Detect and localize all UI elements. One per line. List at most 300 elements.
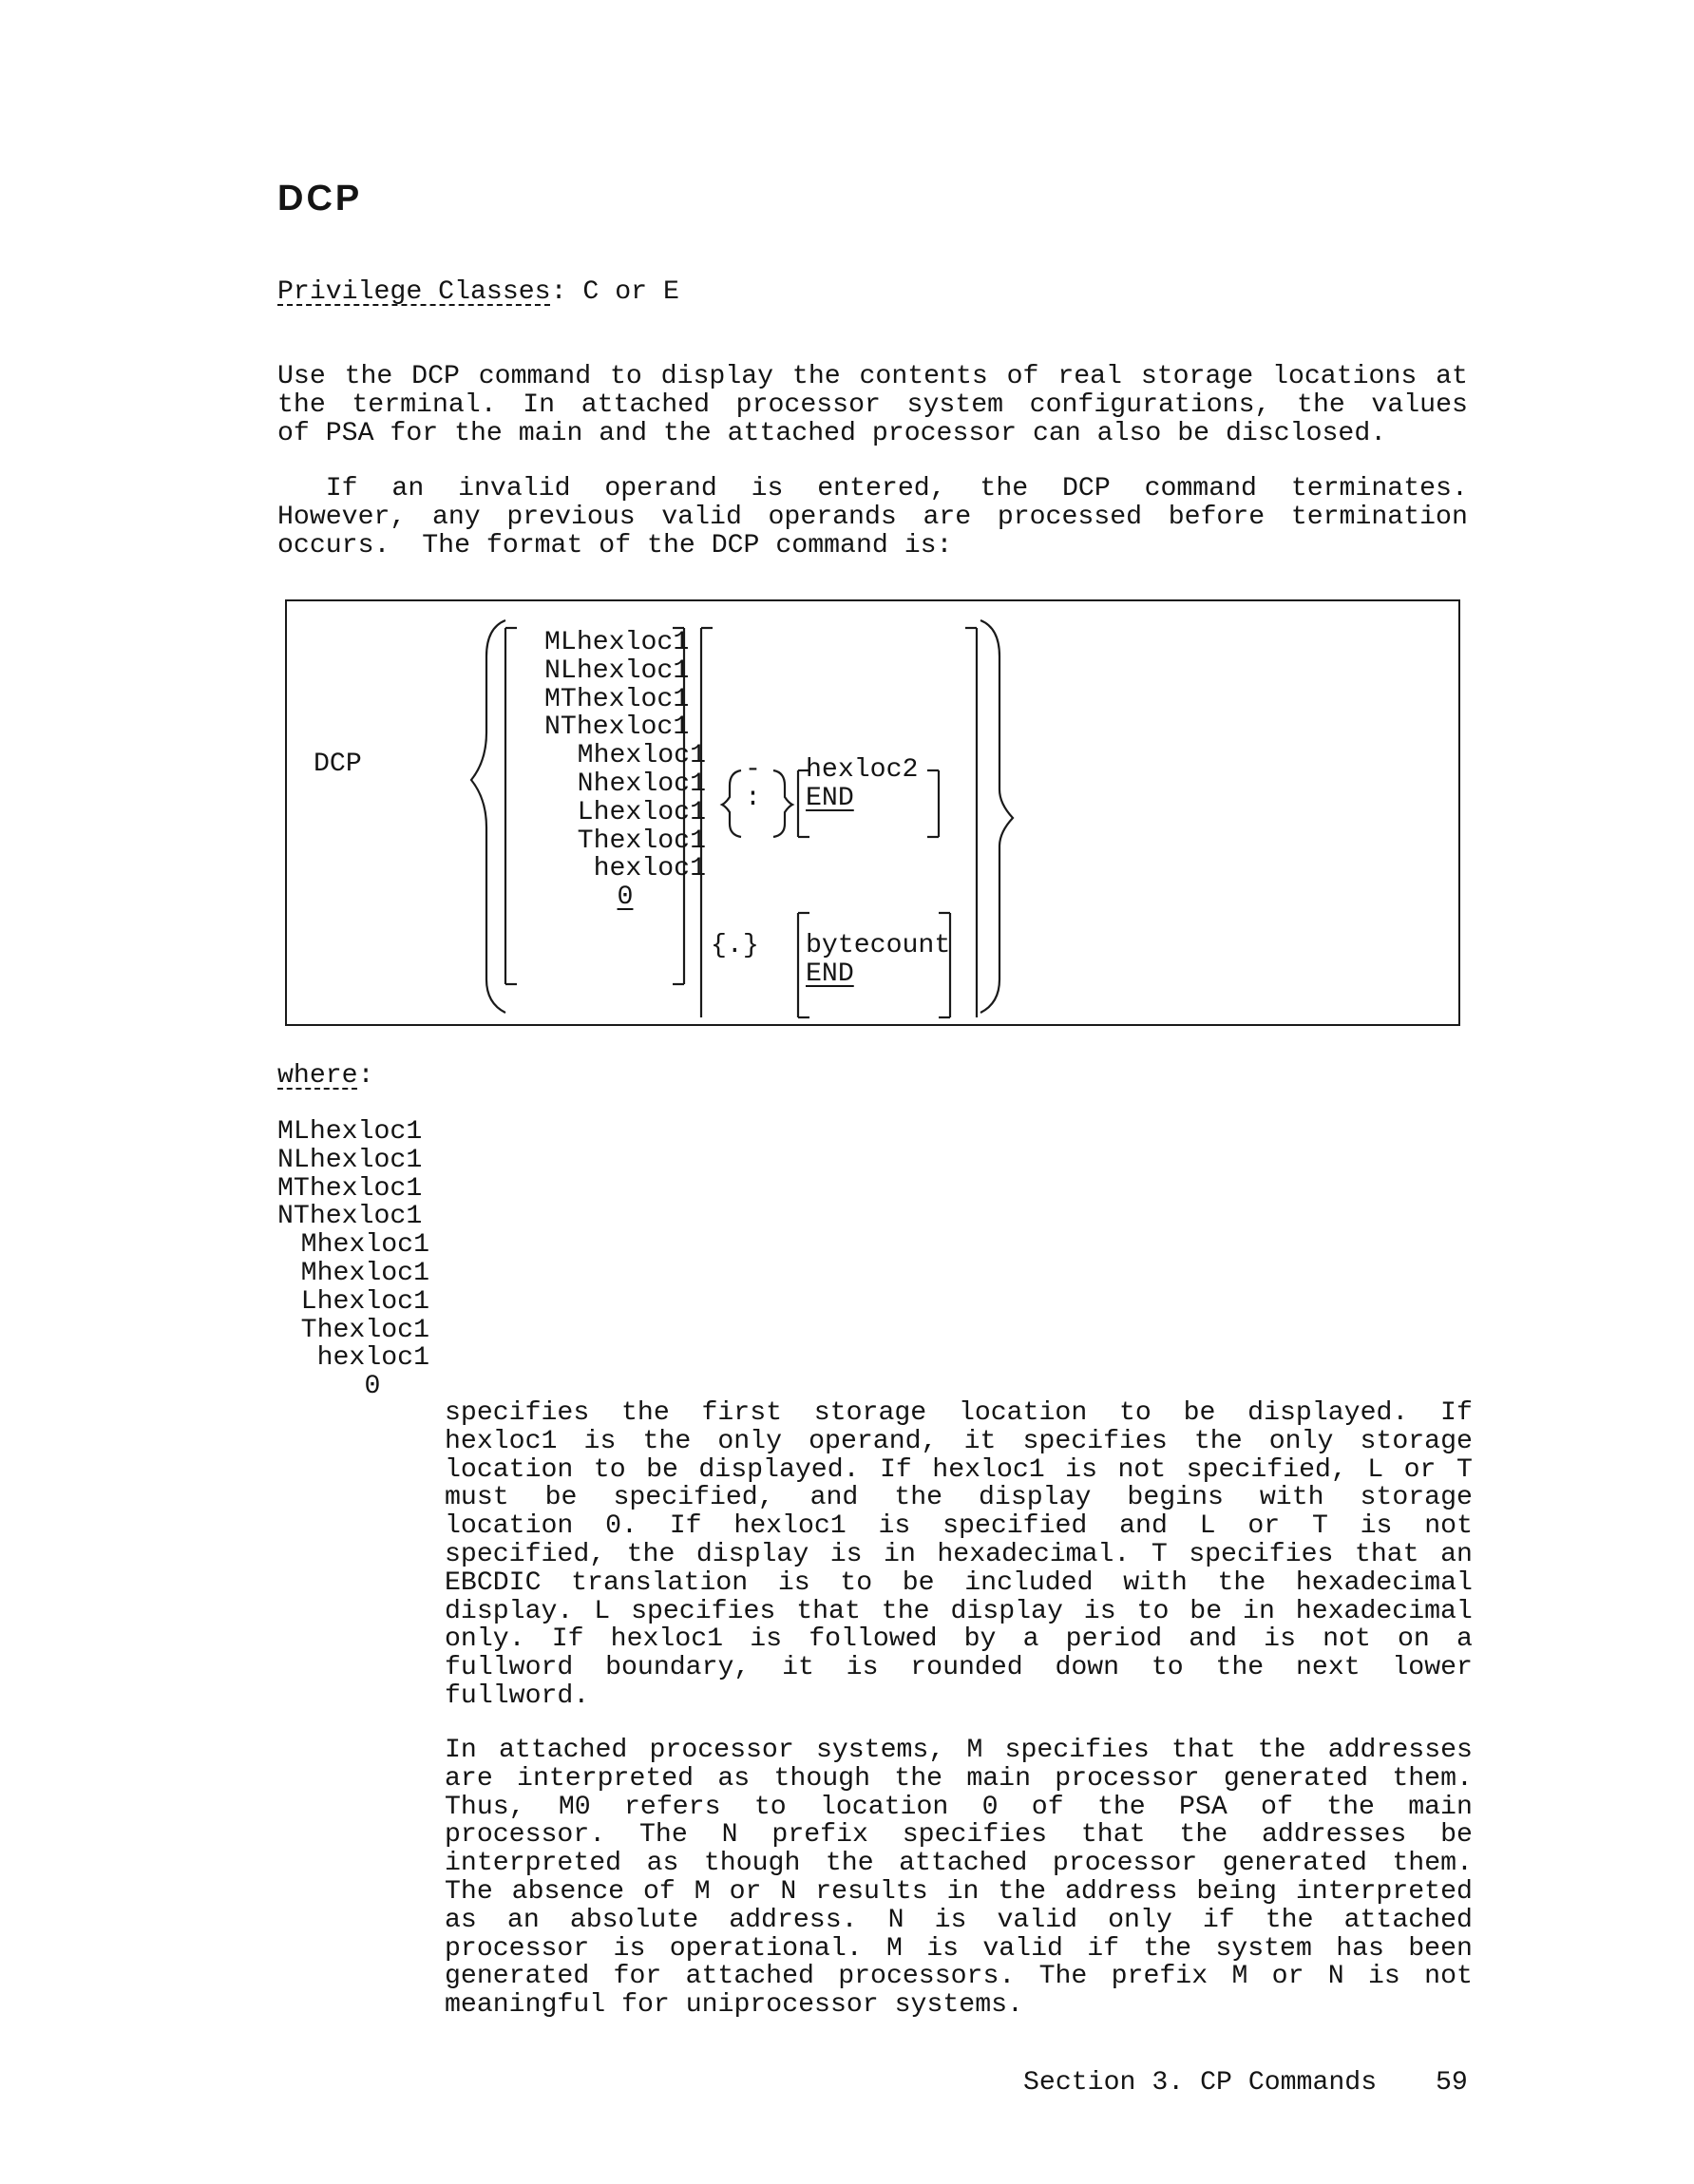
- operand-list-item: Thexloc1: [300, 1315, 429, 1345]
- word: specified,: [445, 1539, 606, 1569]
- word: M: [966, 1736, 983, 1765]
- word: display: [660, 362, 774, 391]
- word: as: [717, 1763, 751, 1794]
- word: period: [1065, 1624, 1163, 1655]
- where-label: where: [277, 1061, 358, 1091]
- word: and: [1119, 1511, 1168, 1542]
- word: displayed.: [1247, 1398, 1409, 1428]
- privilege-value: C or E: [582, 277, 679, 307]
- page-title: DCP: [277, 179, 363, 218]
- count-operand-end: END: [806, 959, 854, 989]
- word: location: [958, 1398, 1088, 1428]
- word: by: [963, 1624, 997, 1655]
- desc1-line: [445, 1569, 1473, 1598]
- first-location-description: [445, 1399, 1473, 1711]
- desc2-line: [445, 1737, 1473, 1765]
- word: systems,: [815, 1736, 945, 1765]
- word: the: [1096, 1792, 1146, 1822]
- word: hexloc1: [445, 1426, 558, 1456]
- word: is: [926, 1933, 960, 1964]
- word: processor: [1055, 1763, 1200, 1794]
- word: next: [1295, 1653, 1361, 1683]
- operand-list-item: NLhexloc1: [277, 1145, 423, 1175]
- intro-line: [277, 420, 1468, 448]
- word: contents: [859, 362, 988, 391]
- word: processor: [649, 1736, 794, 1765]
- word: to: [609, 362, 642, 391]
- word: or: [1403, 1454, 1437, 1485]
- word: address: [1065, 1876, 1178, 1907]
- first-operand-option: NLhexloc1: [544, 655, 690, 686]
- syntax-diagram-brackets: [285, 599, 1463, 1027]
- first-operand-option: Nhexloc1: [577, 769, 706, 799]
- word: processor: [445, 1933, 590, 1964]
- word: generated: [1222, 1849, 1367, 1879]
- desc1-line: [445, 1399, 1473, 1428]
- syntax-command-name: DCP: [314, 750, 362, 779]
- word: If: [879, 1454, 912, 1485]
- desc2-line: [445, 1821, 1473, 1850]
- word: that: [1171, 1736, 1236, 1765]
- desc2-line: [445, 1907, 1473, 1935]
- range-operand-hexloc2: hexloc2: [806, 755, 919, 785]
- footer-section: Section 3. CP Commands: [1023, 2068, 1378, 2098]
- operand-list-item: MThexloc1: [277, 1173, 423, 1204]
- word: not: [1117, 1454, 1167, 1485]
- first-operand-option: 0: [617, 883, 634, 913]
- word: location: [445, 1511, 574, 1542]
- word: if: [1087, 1933, 1120, 1964]
- word: display: [979, 1483, 1092, 1513]
- word: addresses: [1262, 1820, 1407, 1851]
- word: The: [639, 1820, 688, 1851]
- word: is: [878, 1511, 911, 1542]
- desc1-line: [445, 1428, 1473, 1456]
- word: and: [1189, 1624, 1238, 1655]
- intro-line: [277, 363, 1468, 391]
- word: refers: [624, 1792, 721, 1822]
- word: rounded: [910, 1653, 1023, 1683]
- word: in: [1243, 1596, 1275, 1626]
- word: hexadecimal: [1295, 1596, 1473, 1626]
- word: values: [1371, 389, 1468, 420]
- word: first: [701, 1398, 783, 1428]
- word: fullword: [445, 1653, 574, 1683]
- word: M: [885, 1933, 903, 1964]
- desc1-line: [445, 1456, 1473, 1485]
- word: only: [1108, 1905, 1172, 1935]
- word: of: [1261, 1792, 1293, 1822]
- word: included: [964, 1567, 1094, 1598]
- word: command: [478, 362, 592, 391]
- word: on: [1398, 1624, 1430, 1655]
- desc1-line: [445, 1598, 1473, 1626]
- word: interpreted: [1295, 1876, 1473, 1907]
- word: the: [881, 1596, 930, 1626]
- word: main: [966, 1763, 1031, 1794]
- word: attached: [499, 1736, 628, 1765]
- word: display.: [445, 1596, 574, 1626]
- word: system: [906, 389, 1004, 420]
- intro-paragraph: [277, 363, 1468, 447]
- first-operand-stack: [544, 629, 706, 912]
- word: termination: [1290, 502, 1468, 532]
- word: processor: [1052, 1849, 1198, 1879]
- word: specified,: [1186, 1454, 1347, 1485]
- word: being: [1196, 1876, 1277, 1907]
- word: of: [1006, 362, 1039, 391]
- word: real: [1057, 362, 1122, 391]
- word: be: [902, 1567, 935, 1598]
- word: or: [729, 1876, 762, 1907]
- word: specifies: [1022, 1426, 1168, 1456]
- word: hexadecimal: [1295, 1567, 1473, 1598]
- word: has: [1336, 1933, 1384, 1964]
- word: boundary,: [605, 1653, 751, 1683]
- word: terminates.: [1290, 474, 1468, 503]
- word: L: [594, 1596, 611, 1626]
- word: the: [620, 1398, 670, 1428]
- word: the: [1265, 1905, 1314, 1935]
- word: terminal.: [352, 389, 497, 420]
- word: not: [1424, 1962, 1473, 1992]
- word: is: [934, 1905, 967, 1935]
- word: hexloc1: [733, 1511, 847, 1542]
- word: begins: [1127, 1483, 1224, 1513]
- word: and: [809, 1483, 859, 1513]
- word: is: [1065, 1454, 1097, 1485]
- invalid-operand-paragraph: [277, 475, 1468, 560]
- operand-list-item: Lhexloc1: [300, 1286, 429, 1317]
- word: occurs. The format of the DCP command is:: [277, 530, 953, 560]
- word: of: [1031, 1792, 1064, 1822]
- word: N: [721, 1820, 738, 1851]
- word: the: [1143, 1933, 1192, 1964]
- word: In: [445, 1736, 477, 1765]
- operand-list-item: Mhexloc1: [300, 1230, 429, 1261]
- word: the: [277, 389, 326, 420]
- word: specifies: [902, 1820, 1048, 1851]
- word: be: [1190, 1596, 1223, 1626]
- word: that: [1354, 1539, 1419, 1569]
- word: M: [694, 1876, 711, 1907]
- range-operand-end: END: [806, 784, 854, 813]
- word: L: [1199, 1511, 1216, 1542]
- word: is: [1360, 1511, 1393, 1542]
- operand-list-item: 0: [364, 1372, 381, 1402]
- intro-line: [277, 391, 1468, 420]
- word: command: [1144, 474, 1257, 503]
- word: results: [815, 1876, 928, 1907]
- word: Thus,: [445, 1792, 525, 1822]
- word: the: [1326, 1792, 1375, 1822]
- word: the: [1193, 1426, 1243, 1456]
- word: the: [1215, 1653, 1265, 1683]
- privilege-classes: [277, 278, 679, 307]
- operand-list-item: Mhexloc1: [300, 1258, 429, 1288]
- first-operand-option: MThexloc1: [544, 684, 690, 714]
- range-sep-colon: :: [745, 784, 761, 813]
- word: an: [1440, 1539, 1473, 1569]
- word: If: [669, 1511, 702, 1542]
- first-operand-option: MLhexloc1: [544, 628, 690, 657]
- word: any: [431, 502, 481, 532]
- word: If: [1440, 1398, 1473, 1428]
- word: hexadecimal.: [937, 1539, 1131, 1569]
- word: generated: [445, 1962, 590, 1992]
- word: processed: [997, 502, 1143, 532]
- word: specifies: [445, 1398, 590, 1428]
- word: M: [1231, 1962, 1248, 1992]
- desc2-line: [445, 1878, 1473, 1907]
- word: though: [773, 1763, 871, 1794]
- word: attached: [1343, 1905, 1473, 1935]
- word: the: [1217, 1567, 1266, 1598]
- invalid-line: [277, 503, 1468, 532]
- desc2-line: [445, 1935, 1473, 1964]
- word: if: [1202, 1905, 1235, 1935]
- word: display: [950, 1596, 1063, 1626]
- word: the: [1257, 1736, 1306, 1765]
- word: as: [646, 1849, 679, 1879]
- word: attached: [581, 389, 711, 420]
- word: followed: [809, 1624, 938, 1655]
- word: in: [946, 1876, 980, 1907]
- word: location: [819, 1792, 949, 1822]
- word: the: [894, 1483, 943, 1513]
- word: If: [277, 474, 358, 503]
- word: is: [613, 1933, 646, 1964]
- word: an: [391, 474, 425, 503]
- word: the: [894, 1763, 943, 1794]
- word: to: [593, 1454, 626, 1485]
- word: is: [777, 1567, 810, 1598]
- word: entered,: [817, 474, 946, 503]
- word: L: [1367, 1454, 1384, 1485]
- word: or: [1271, 1962, 1304, 1992]
- word: it: [782, 1653, 814, 1683]
- word: lower: [1392, 1653, 1473, 1683]
- word: is: [750, 1624, 783, 1655]
- word: for: [613, 1962, 662, 1992]
- word: 0.: [605, 1511, 638, 1542]
- word: location: [445, 1454, 574, 1485]
- word: it: [963, 1426, 997, 1456]
- desc1-line: [445, 1625, 1473, 1654]
- word: configurations,: [1029, 389, 1271, 420]
- word: N: [780, 1876, 797, 1907]
- word: storage: [1360, 1426, 1473, 1456]
- count-operand-bytecount: bytecount: [806, 931, 951, 960]
- word: is: [583, 1426, 617, 1456]
- word: The: [1038, 1962, 1088, 1992]
- word: storage: [1140, 362, 1254, 391]
- outer-left-brace: [471, 620, 505, 1013]
- word: as: [445, 1905, 477, 1935]
- word: locations: [1272, 362, 1418, 391]
- word: are: [445, 1763, 493, 1794]
- word: be: [646, 1454, 678, 1485]
- word: to: [1136, 1596, 1170, 1626]
- word: be: [1440, 1820, 1473, 1851]
- word: specified,: [613, 1483, 774, 1513]
- word: them.: [1392, 1849, 1473, 1879]
- word: that: [1080, 1820, 1146, 1851]
- word: only: [1268, 1426, 1334, 1456]
- word: is: [1264, 1624, 1296, 1655]
- word: the: [980, 474, 1029, 503]
- where-colon: :: [357, 1061, 374, 1091]
- word: the: [791, 362, 841, 391]
- word: 0: [981, 1792, 999, 1822]
- word: meaningful for uniprocessor systems.: [445, 1990, 1023, 2021]
- word: operational.: [669, 1933, 863, 1964]
- word: valid: [661, 502, 742, 532]
- word: operand,: [809, 1426, 938, 1456]
- word: not: [1424, 1511, 1473, 1542]
- word: DCP: [1061, 474, 1111, 503]
- word: processor: [735, 389, 881, 420]
- desc2-line: [445, 1794, 1473, 1822]
- word: the: [642, 1426, 692, 1456]
- range-sep-dash: -: [745, 755, 761, 785]
- desc1-line: [445, 1682, 1473, 1711]
- desc2-line: [445, 1850, 1473, 1878]
- word: of PSA for the main and the attached processor can also be disclosed.: [277, 418, 1387, 448]
- word: If: [551, 1624, 584, 1655]
- operand-list-item: MLhexloc1: [277, 1117, 423, 1147]
- range-separator-brace-right: [773, 770, 792, 837]
- word: is: [751, 474, 784, 503]
- word: the: [1179, 1820, 1228, 1851]
- word: specifies: [1189, 1539, 1334, 1569]
- word: to: [840, 1567, 873, 1598]
- word: before: [1168, 502, 1266, 532]
- operand-list: [277, 1118, 448, 1401]
- first-operand-option: Thexloc1: [577, 826, 706, 856]
- word: not: [1323, 1624, 1371, 1655]
- word: invalid: [458, 474, 571, 503]
- word: M0: [558, 1792, 591, 1822]
- desc2-line: [445, 1991, 1473, 2020]
- word: in: [884, 1539, 916, 1569]
- word: a: [1456, 1624, 1473, 1655]
- word: with: [1123, 1567, 1188, 1598]
- word: to: [753, 1792, 787, 1822]
- word: valid: [982, 1933, 1063, 1964]
- operand-list-item: NThexloc1: [277, 1202, 423, 1232]
- word: an: [506, 1905, 540, 1935]
- desc1-line: [445, 1484, 1473, 1512]
- invalid-line: [277, 475, 1468, 503]
- word: DCP: [411, 362, 460, 391]
- word: with: [1259, 1483, 1324, 1513]
- word: The: [445, 1876, 493, 1907]
- word: the: [1297, 389, 1345, 420]
- word: to: [1119, 1398, 1152, 1428]
- word: T: [1151, 1539, 1168, 1569]
- count-separator: {.}: [711, 931, 759, 960]
- word: of: [643, 1876, 676, 1907]
- desc1-line: [445, 1512, 1473, 1541]
- word: Use: [277, 362, 326, 391]
- word: translation: [571, 1567, 749, 1598]
- word: interpreted: [445, 1849, 622, 1879]
- word: processor.: [445, 1820, 606, 1851]
- word: interpreted: [517, 1763, 695, 1794]
- word: only.: [445, 1624, 525, 1655]
- word: main: [1408, 1792, 1473, 1822]
- first-operand-option: Mhexloc1: [577, 741, 706, 771]
- word: specified: [942, 1511, 1088, 1542]
- word: them.: [1392, 1763, 1473, 1794]
- word: though: [703, 1849, 801, 1879]
- invalid-line: [277, 532, 1468, 560]
- word: absence: [511, 1876, 625, 1907]
- page-number: 59: [1436, 2068, 1468, 2098]
- privilege-colon: :: [550, 277, 567, 307]
- word: down: [1055, 1653, 1120, 1683]
- word: hexloc1: [610, 1624, 724, 1655]
- word: is: [829, 1539, 863, 1569]
- word: specifies: [631, 1596, 776, 1626]
- word: the: [998, 1876, 1047, 1907]
- word: or: [1247, 1511, 1281, 1542]
- outer-right-brace: [980, 620, 1013, 1013]
- word: are: [923, 502, 972, 532]
- word: prefix: [1111, 1962, 1209, 1992]
- word: hexloc1: [932, 1454, 1045, 1485]
- where-heading: [277, 1062, 374, 1091]
- word: attached: [899, 1849, 1028, 1879]
- word: must: [445, 1483, 509, 1513]
- word: specifies: [1004, 1736, 1150, 1765]
- desc1-line: [445, 1541, 1473, 1569]
- word: is: [1083, 1596, 1116, 1626]
- word: the: [626, 1539, 676, 1569]
- range-separator-brace-left: [722, 770, 741, 837]
- word: T: [1456, 1454, 1473, 1485]
- desc2-line: [445, 1765, 1473, 1794]
- word: EBCDIC: [445, 1567, 542, 1598]
- word: generated: [1223, 1763, 1369, 1794]
- word: attached: [685, 1962, 814, 1992]
- attached-processor-description: [445, 1737, 1473, 2020]
- word: address.: [729, 1905, 858, 1935]
- desc1-line: [445, 1654, 1473, 1682]
- word: is: [1368, 1962, 1400, 1992]
- word: processors.: [838, 1962, 1016, 1992]
- word: is: [846, 1653, 879, 1683]
- word: been: [1408, 1933, 1473, 1964]
- word: storage: [1360, 1483, 1473, 1513]
- first-operand-option: Lhexloc1: [577, 797, 706, 827]
- word: to: [1151, 1653, 1184, 1683]
- word: absolute: [569, 1905, 699, 1935]
- word: system: [1215, 1933, 1312, 1964]
- word: at: [1436, 362, 1468, 391]
- word: valid: [997, 1905, 1078, 1935]
- first-operand-option: NThexloc1: [544, 712, 690, 743]
- word: PSA: [1178, 1792, 1228, 1822]
- word: a: [1022, 1624, 1039, 1655]
- word: that: [796, 1596, 861, 1626]
- word: However,: [277, 502, 407, 532]
- word: only: [717, 1426, 783, 1456]
- word: storage: [813, 1398, 927, 1428]
- word: N: [1327, 1962, 1344, 1992]
- desc2-line: [445, 1963, 1473, 1991]
